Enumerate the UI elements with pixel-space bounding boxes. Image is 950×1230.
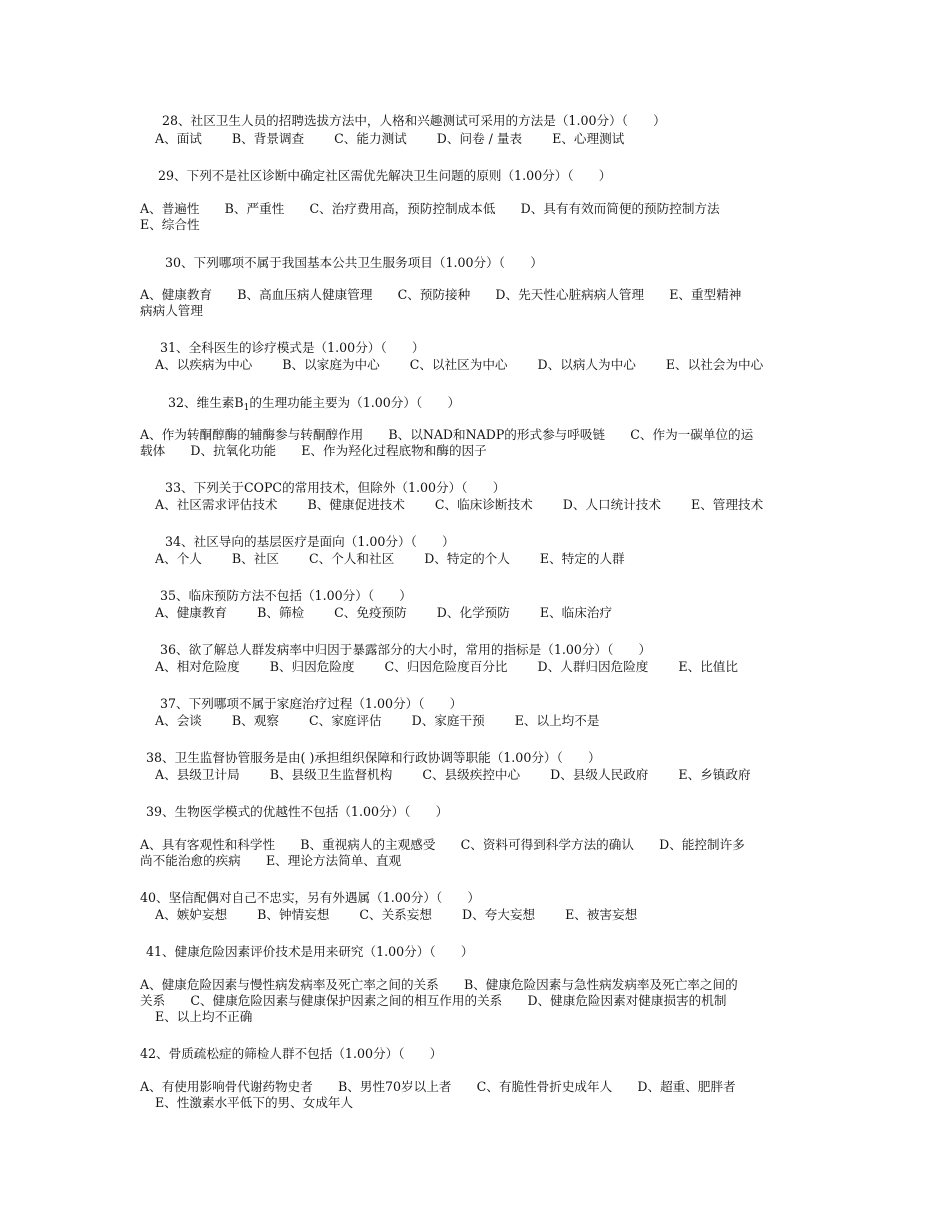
option-b: B、筛检 bbox=[257, 605, 305, 620]
question-stem: 37、下列哪项不属于家庭治疗过程（1.00分）（ ） bbox=[160, 696, 463, 711]
option-b: B、健康促进技术 bbox=[307, 497, 405, 512]
options-line: E、以上均不正确 bbox=[155, 1009, 253, 1024]
option-a: A、社区需求评估技术 bbox=[155, 497, 278, 512]
question-stem: 42、骨质疏松症的筛检人群不包括（1.00分）（ ） bbox=[140, 1046, 443, 1061]
option-e: E、心理测试 bbox=[552, 131, 625, 146]
option-b: B、背景调查 bbox=[231, 131, 305, 146]
question-stem: 35、临床预防方法不包括（1.00分）（ ） bbox=[160, 588, 412, 603]
question-stem: 36、欲了解总人群发病率中归因于暴露部分的大小时，常用的指标是（1.00分）（ ） bbox=[160, 642, 652, 657]
option-b: B、县级卫生监督机构 bbox=[269, 767, 393, 782]
option-d: D、县级人民政府 bbox=[550, 767, 649, 782]
option-row bbox=[155, 713, 599, 729]
option-a: A、县级卫计局 bbox=[155, 767, 240, 782]
options-line: A、健康危险因素与慢性病发病率及死亡率之间的关系 B、健康危险因素与急性病发病率及死亡率之间的 bbox=[140, 977, 738, 992]
option-d: D、问卷 / 量表 bbox=[436, 131, 523, 146]
option-a: A、面试 bbox=[155, 131, 202, 146]
option-b: B、观察 bbox=[231, 713, 279, 728]
option-e: E、被害妄想 bbox=[565, 907, 638, 922]
option-c: C、能力测试 bbox=[334, 131, 407, 146]
options-line: A、有使用影响骨代谢药物史者 B、男性70岁以上者 C、有脆性骨折史成年人 D、超重、肥胖者 bbox=[140, 1079, 736, 1094]
options-line: E、性激素水平低下的男、女成年人 bbox=[155, 1095, 354, 1110]
option-d: D、化学预防 bbox=[436, 605, 510, 620]
question-stem: 34、社区导向的基层医疗是面向（1.00分）（ ） bbox=[165, 534, 455, 549]
option-b: B、社区 bbox=[231, 551, 279, 566]
question-stem: 38、卫生监督协管服务是由( )承担组织保障和行政协调等职能（1.00分）（ ） bbox=[146, 750, 601, 765]
option-row bbox=[155, 659, 738, 675]
question-stem: 39、生物医学模式的优越性不包括（1.00分）（ ） bbox=[146, 804, 449, 819]
option-d: D、以病人为中心 bbox=[537, 357, 636, 372]
option-a: A、会谈 bbox=[155, 713, 202, 728]
option-d: D、人口统计技术 bbox=[562, 497, 661, 512]
question-stem bbox=[168, 395, 460, 411]
option-row bbox=[155, 907, 637, 923]
option-a: A、嫉妒妄想 bbox=[155, 907, 228, 922]
stem-subscript: 1 bbox=[243, 403, 250, 413]
option-e: E、特定的人群 bbox=[539, 551, 625, 566]
options-line: 载体 D、抗氧化功能 E、作为羟化过程底物和酶的因子 bbox=[140, 443, 487, 458]
option-c: C、以社区为中心 bbox=[409, 357, 508, 372]
option-c: C、临床诊断技术 bbox=[434, 497, 533, 512]
option-row bbox=[155, 357, 763, 373]
option-c: C、家庭评估 bbox=[308, 713, 382, 728]
question-stem: 40、坚信配偶对自己不忠实，另有外遇属（1.00分）（ ） bbox=[140, 890, 481, 905]
option-b: B、以家庭为中心 bbox=[282, 357, 380, 372]
option-d: D、夸大妄想 bbox=[461, 907, 536, 922]
options-line: A、普遍性 B、严重性 C、治疗费用高，预防控制成本低 D、具有有效而简便的预防控制方法 bbox=[140, 201, 720, 216]
option-c: C、关系妄想 bbox=[359, 907, 432, 922]
question-stem: 33、下列关于COPC的常用技术，但除外（1.00分）（ ） bbox=[165, 480, 506, 495]
option-b: B、归因危险度 bbox=[269, 659, 355, 674]
option-c: C、个人和社区 bbox=[308, 551, 395, 566]
option-c: C、县级疾控中心 bbox=[422, 767, 521, 782]
options-line: A、作为转酮醇酶的辅酶参与转酮醇作用 B、以NAD和NADP的形式参与呼吸链 C、作为一碳单位的运 bbox=[140, 427, 754, 442]
question-stem: 28、社区卫生人员的招聘选拔方法中，人格和兴趣测试可采用的方法是（1.00分）（ ） bbox=[162, 113, 666, 128]
question-stem: 29、下列不是社区诊断中确定社区需优先解决卫生问题的原则（1.00分）（ ） bbox=[158, 168, 612, 183]
options-line: E、综合性 bbox=[140, 217, 200, 232]
option-row bbox=[155, 497, 763, 513]
stem-prefix: 32、维生素B bbox=[168, 395, 244, 410]
option-e: E、以上均不是 bbox=[514, 713, 600, 728]
option-e: E、以社会为中心 bbox=[665, 357, 764, 372]
options-line: 病病人管理 bbox=[140, 303, 203, 318]
stem-suffix: 的生理功能主要为（1.00分）（ ） bbox=[249, 395, 461, 410]
option-row bbox=[155, 551, 625, 567]
option-a: A、个人 bbox=[155, 551, 202, 566]
option-row bbox=[155, 605, 612, 621]
question-stem: 41、健康危险因素评价技术是用来研究（1.00分）（ ） bbox=[146, 944, 474, 959]
option-e: E、临床治疗 bbox=[539, 605, 613, 620]
option-a: A、以疾病为中心 bbox=[155, 357, 253, 372]
options-line: 尚不能治愈的疾病 E、理论方法简单、直观 bbox=[140, 853, 402, 868]
option-e: E、比值比 bbox=[678, 659, 738, 674]
option-d: D、家庭干预 bbox=[411, 713, 485, 728]
option-c: C、免疫预防 bbox=[334, 605, 407, 620]
option-a: A、健康教育 bbox=[155, 605, 228, 620]
option-e: E、管理技术 bbox=[691, 497, 764, 512]
options-line: 关系 C、健康危险因素与健康保护因素之间的相互作用的关系 D、健康危险因素对健康损害的机制 bbox=[140, 993, 727, 1008]
option-row bbox=[155, 767, 751, 783]
question-stem: 31、全科医生的诊疗模式是（1.00分）（ ） bbox=[160, 340, 425, 355]
option-d: D、特定的个人 bbox=[424, 551, 510, 566]
question-stem: 30、下列哪项不属于我国基本公共卫生服务项目（1.00分）（ ） bbox=[165, 255, 543, 270]
option-c: C、归因危险度百分比 bbox=[384, 659, 508, 674]
option-b: B、钟情妄想 bbox=[257, 907, 330, 922]
option-e: E、乡镇政府 bbox=[678, 767, 751, 782]
option-row bbox=[155, 131, 624, 147]
option-d: D、人群归因危险度 bbox=[537, 659, 649, 674]
option-a: A、相对危险度 bbox=[155, 659, 240, 674]
options-line: A、具有客观性和科学性 B、重视病人的主观感受 C、资料可得到科学方法的确认 D、能控制许多 bbox=[140, 837, 745, 852]
options-line: A、健康教育 B、高血压病人健康管理 C、预防接种 D、先天性心脏病病人管理 E、重型精神 bbox=[140, 287, 742, 302]
